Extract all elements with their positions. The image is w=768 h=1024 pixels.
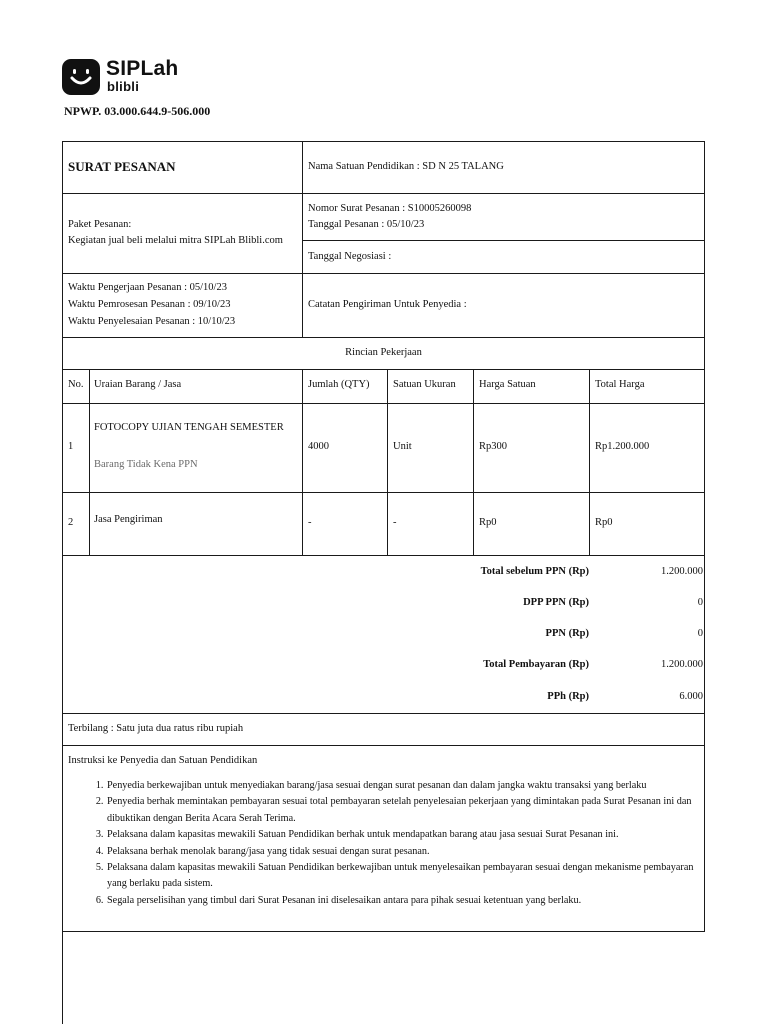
summary-value: 1.200.000 <box>661 566 703 577</box>
item-note: Barang Tidak Kena PPN <box>94 459 198 470</box>
summary-value: 0 <box>697 628 703 639</box>
divider <box>62 403 705 404</box>
waktu-penyelesaian: Waktu Penyelesaian Pesanan : 10/10/23 <box>68 316 236 327</box>
instruction-item: 2. Penyedia berhak memintakan pembayaran sesuai total pembayaran setelah penyelesaian pekerjaan yang dimintakan pada Surat Pesanan ini dan dibuktikan dengan Berita Acara Serah Terima. <box>106 794 714 827</box>
terbilang-text: Terbilang : Satu juta dua ratus ribu rupiah <box>68 723 244 734</box>
npwp-number: NPWP. 03.000.644.9-506.000 <box>64 104 211 118</box>
summary-value: 1.200.000 <box>661 659 703 670</box>
instructions-list <box>90 778 714 909</box>
column-divider <box>302 369 303 555</box>
waktu-pengerjaan: Waktu Pengerjaan Pesanan : 05/10/23 <box>68 282 227 293</box>
column-divider <box>473 369 474 555</box>
row-number: 1 <box>68 441 74 452</box>
section-title: Rincian Pekerjaan <box>345 347 422 358</box>
logo-subtitle: blibli <box>107 79 140 94</box>
instructions-title: Instruksi ke Penyedia dan Satuan Pendidikan <box>68 755 258 766</box>
divider <box>62 931 705 932</box>
divider <box>62 745 705 746</box>
column-header: Uraian Barang / Jasa <box>94 379 182 390</box>
summary-label: PPh (Rp) <box>547 691 589 702</box>
siplah-smile-icon <box>62 59 100 95</box>
item-qty: - <box>308 517 312 528</box>
catatan-pengiriman: Catatan Pengiriman Untuk Penyedia : <box>308 299 467 310</box>
nomor-surat-pesanan: Nomor Surat Pesanan : S10005260098 <box>308 203 472 214</box>
column-divider <box>589 369 590 555</box>
item-name: FOTOCOPY UJIAN TENGAH SEMESTER <box>94 422 284 433</box>
summary-label: DPP PPN (Rp) <box>523 597 589 608</box>
divider <box>62 337 705 338</box>
tanggal-negosiasi: Tanggal Negosiasi : <box>308 251 392 262</box>
summary-value: 6.000 <box>679 691 703 702</box>
summary-label: PPN (Rp) <box>545 628 589 639</box>
item-unit: Unit <box>393 441 412 452</box>
border-top <box>62 141 705 142</box>
instruction-item: 1. Penyedia berkewajiban untuk menyediakan barang/jasa sesuai dengan surat pesanan dan dalam jangka waktu transaksi yang berlaku <box>106 778 714 794</box>
instruction-item: 6. Segala perselisihan yang timbul dari Surat Pesanan ini diselesaikan antara para pihak sesuai ketentuan yang berlaku. <box>106 893 714 909</box>
column-divider <box>302 141 303 337</box>
tanggal-pesanan: Tanggal Pesanan : 05/10/23 <box>308 219 425 230</box>
divider <box>302 240 705 241</box>
divider <box>62 369 705 370</box>
document-title: SURAT PESANAN <box>68 159 176 174</box>
instruction-item: 3. Pelaksana dalam kapasitas mewakili Satuan Pendidikan berhak untuk mendapatkan barang atau jasa sesuai Surat Pesanan ini. <box>106 827 714 843</box>
instruction-item: 4. Pelaksana berhak menolak barang/jasa yang tidak sesuai dengan surat pesanan. <box>106 844 714 860</box>
instruction-item: 5. Pelaksana dalam kapasitas mewakili Satuan Pendidikan berkewajiban untuk menyelesaikan pembayaran sesuai dengan mekanisme pembayaran yang berlaku pada sistem. <box>106 860 714 893</box>
column-header: Total Harga <box>595 379 645 390</box>
item-price: Rp0 <box>479 517 497 528</box>
column-divider <box>387 369 388 555</box>
divider <box>62 273 705 274</box>
item-price: Rp300 <box>479 441 508 452</box>
row-number: 2 <box>68 517 74 528</box>
column-divider <box>89 369 90 555</box>
waktu-pemrosesan: Waktu Pemrosesan Pesanan : 09/10/23 <box>68 299 231 310</box>
divider <box>62 555 705 556</box>
column-header: Jumlah (QTY) <box>308 379 370 390</box>
item-qty: 4000 <box>308 441 329 452</box>
item-total: Rp0 <box>595 517 613 528</box>
item-name: Jasa Pengiriman <box>94 514 163 525</box>
summary-value: 0 <box>697 597 703 608</box>
item-total: Rp1.200.000 <box>595 441 650 452</box>
divider <box>62 713 705 714</box>
column-header: No. <box>68 379 84 390</box>
summary-label: Total Pembayaran (Rp) <box>483 659 589 670</box>
summary-label: Total sebelum PPN (Rp) <box>480 566 589 577</box>
surat-pesanan-document <box>62 141 705 1024</box>
satuan-pendidikan: Nama Satuan Pendidikan : SD N 25 TALANG <box>308 161 504 172</box>
item-unit: - <box>393 517 397 528</box>
paket-pesanan-label: Paket Pesanan: <box>68 219 132 230</box>
divider <box>62 492 705 493</box>
logo-title: SIPLah <box>106 57 179 80</box>
paket-pesanan-value: Kegiatan jual beli melalui mitra SIPLah Blibli.com <box>68 235 283 246</box>
column-header: Harga Satuan <box>479 379 536 390</box>
column-header: Satuan Ukuran <box>393 379 456 390</box>
divider <box>62 193 705 194</box>
